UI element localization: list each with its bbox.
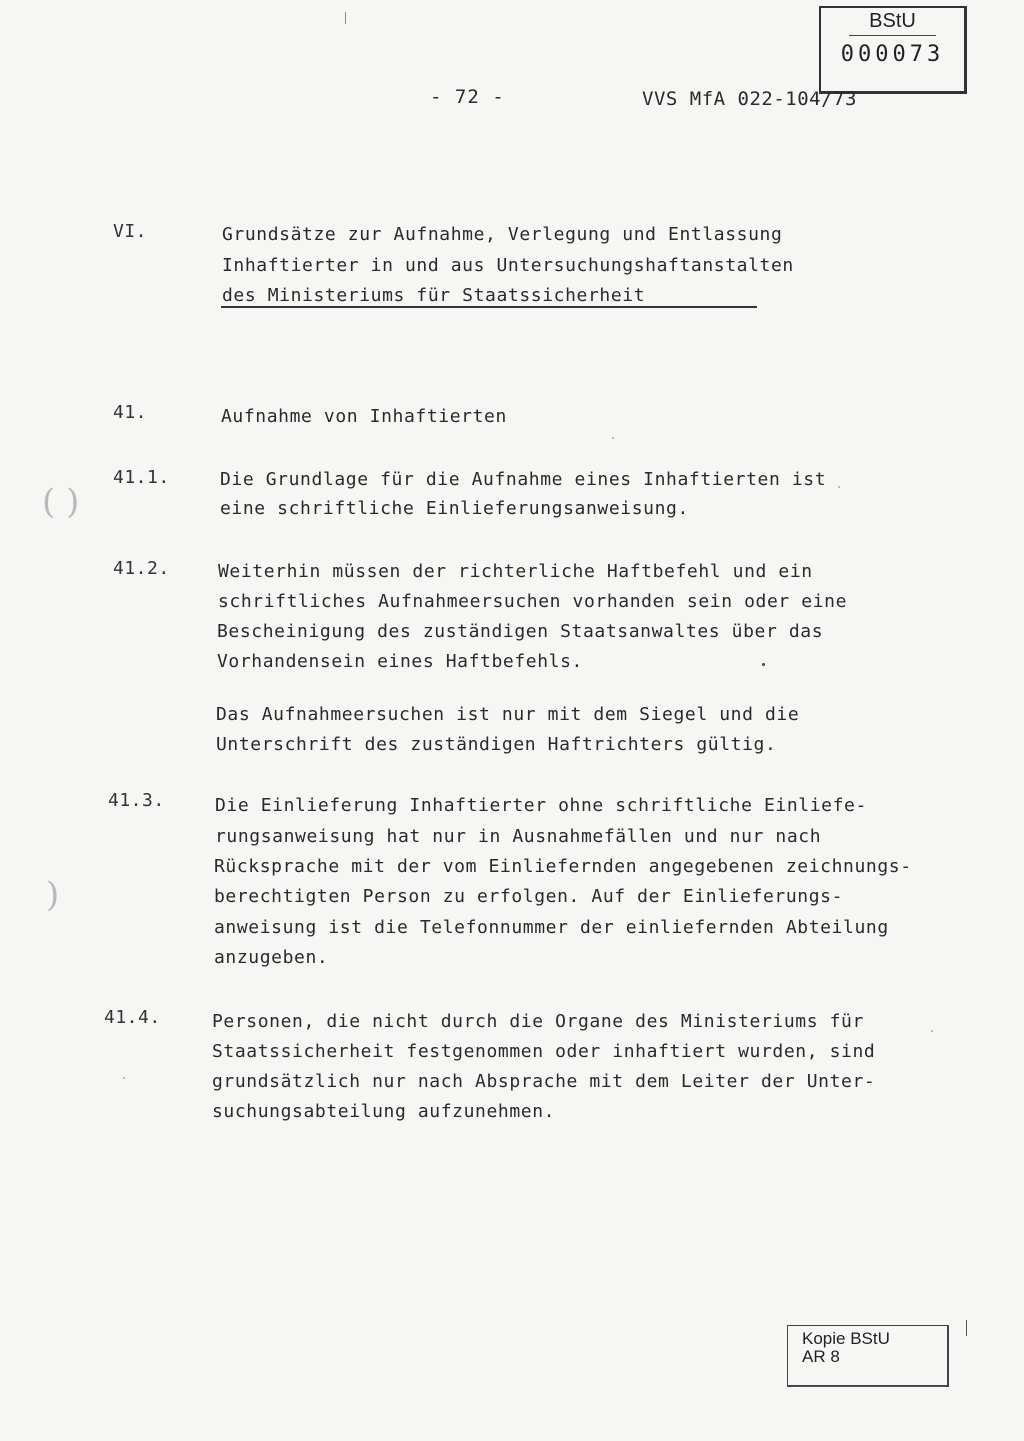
- paragraph-number: 41.3.: [108, 790, 165, 811]
- paragraph-text-line: Die Einlieferung Inhaftierter ohne schriftliche Einliefe-: [215, 795, 867, 816]
- paragraph-text-line: rungsanweisung hat nur in Ausnahmefällen und nur nach: [215, 826, 822, 847]
- paragraph-text-line: schriftliches Aufnahmeersuchen vorhanden sein oder eine: [218, 591, 848, 612]
- scan-speck: [931, 1030, 933, 1032]
- section-title-line-1: Grundsätze zur Aufnahme, Verlegung und Entlassung: [222, 224, 783, 245]
- scan-speck: [762, 663, 765, 666]
- copy-stamp-line-2: AR 8: [802, 1347, 840, 1366]
- paragraph-text-line: Staatssicherheit festgenommen oder inhaftiert wurden, sind: [212, 1041, 876, 1062]
- paragraph-number: 41.: [113, 402, 148, 423]
- scan-speck: [612, 437, 614, 439]
- paragraph-text-line: Das Aufnahmeersuchen ist nur mit dem Siegel und die: [216, 704, 800, 725]
- paragraph-text-line: Vorhandensein eines Haftbefehls.: [217, 651, 583, 672]
- section-number: VI.: [113, 221, 148, 242]
- paragraph-text-line: Bescheinigung des zuständigen Staatsanwaltes über das: [217, 621, 824, 642]
- binder-hole-mark: ): [46, 875, 60, 915]
- copy-stamp: [787, 1325, 949, 1387]
- copy-stamp-line-1: Kopie BStU: [802, 1329, 890, 1348]
- paragraph-text-line: berechtigten Person zu erfolgen. Auf der Einlieferungs-: [214, 886, 844, 907]
- paragraph-text-line: Weiterhin müssen der richterliche Haftbefehl und ein: [218, 561, 813, 582]
- scan-artifact-line: [966, 1320, 967, 1336]
- paragraph-text-line: suchungsabteilung aufzunehmen.: [212, 1101, 556, 1122]
- section-title-underline: [221, 306, 757, 308]
- paragraph-text-line: Personen, die nicht durch die Organe des Ministeriums für: [212, 1011, 864, 1032]
- paragraph-text-line: anzugeben.: [214, 947, 329, 968]
- scan-speck: [123, 1077, 125, 1079]
- document-reference: VVS MfA 022-104/73: [642, 88, 857, 110]
- archive-stamp-label: BStU: [821, 8, 964, 36]
- scan-speck: [838, 486, 840, 488]
- page-number: - 72 -: [430, 86, 505, 108]
- paragraph-text-line: Rücksprache mit der vom Einliefernden angegebenen zeichnungs-: [214, 856, 912, 877]
- paragraph-text-line: Die Grundlage für die Aufnahme eines Inhaftierten ist: [220, 469, 827, 490]
- paragraph-text-line: anweisung ist die Telefonnummer der einliefernden Abteilung: [214, 917, 889, 938]
- archive-stamp: [819, 6, 967, 94]
- paragraph-number: 41.1.: [113, 467, 170, 488]
- paragraph-number: 41.4.: [104, 1007, 161, 1028]
- paragraph-text-line: Unterschrift des zuständigen Haftrichters gültig.: [216, 734, 777, 755]
- binder-hole-mark: ( ): [42, 482, 80, 522]
- section-title-line-2: Inhaftierter in und aus Untersuchungshaftanstalten: [222, 255, 794, 276]
- paragraph-text-line: grundsätzlich nur nach Absprache mit dem Leiter der Unter-: [212, 1071, 876, 1092]
- scan-artifact-line: [345, 12, 346, 24]
- section-title-line-3: des Ministeriums für Staatssicherheit: [222, 285, 646, 306]
- paragraph-text-line: Aufnahme von Inhaftierten: [221, 406, 507, 427]
- archive-stamp-number: 000073: [840, 42, 945, 67]
- paragraph-number: 41.2.: [113, 558, 170, 579]
- copy-stamp-underline: [793, 1386, 945, 1387]
- paragraph-text-line: eine schriftliche Einlieferungsanweisung.: [220, 498, 689, 519]
